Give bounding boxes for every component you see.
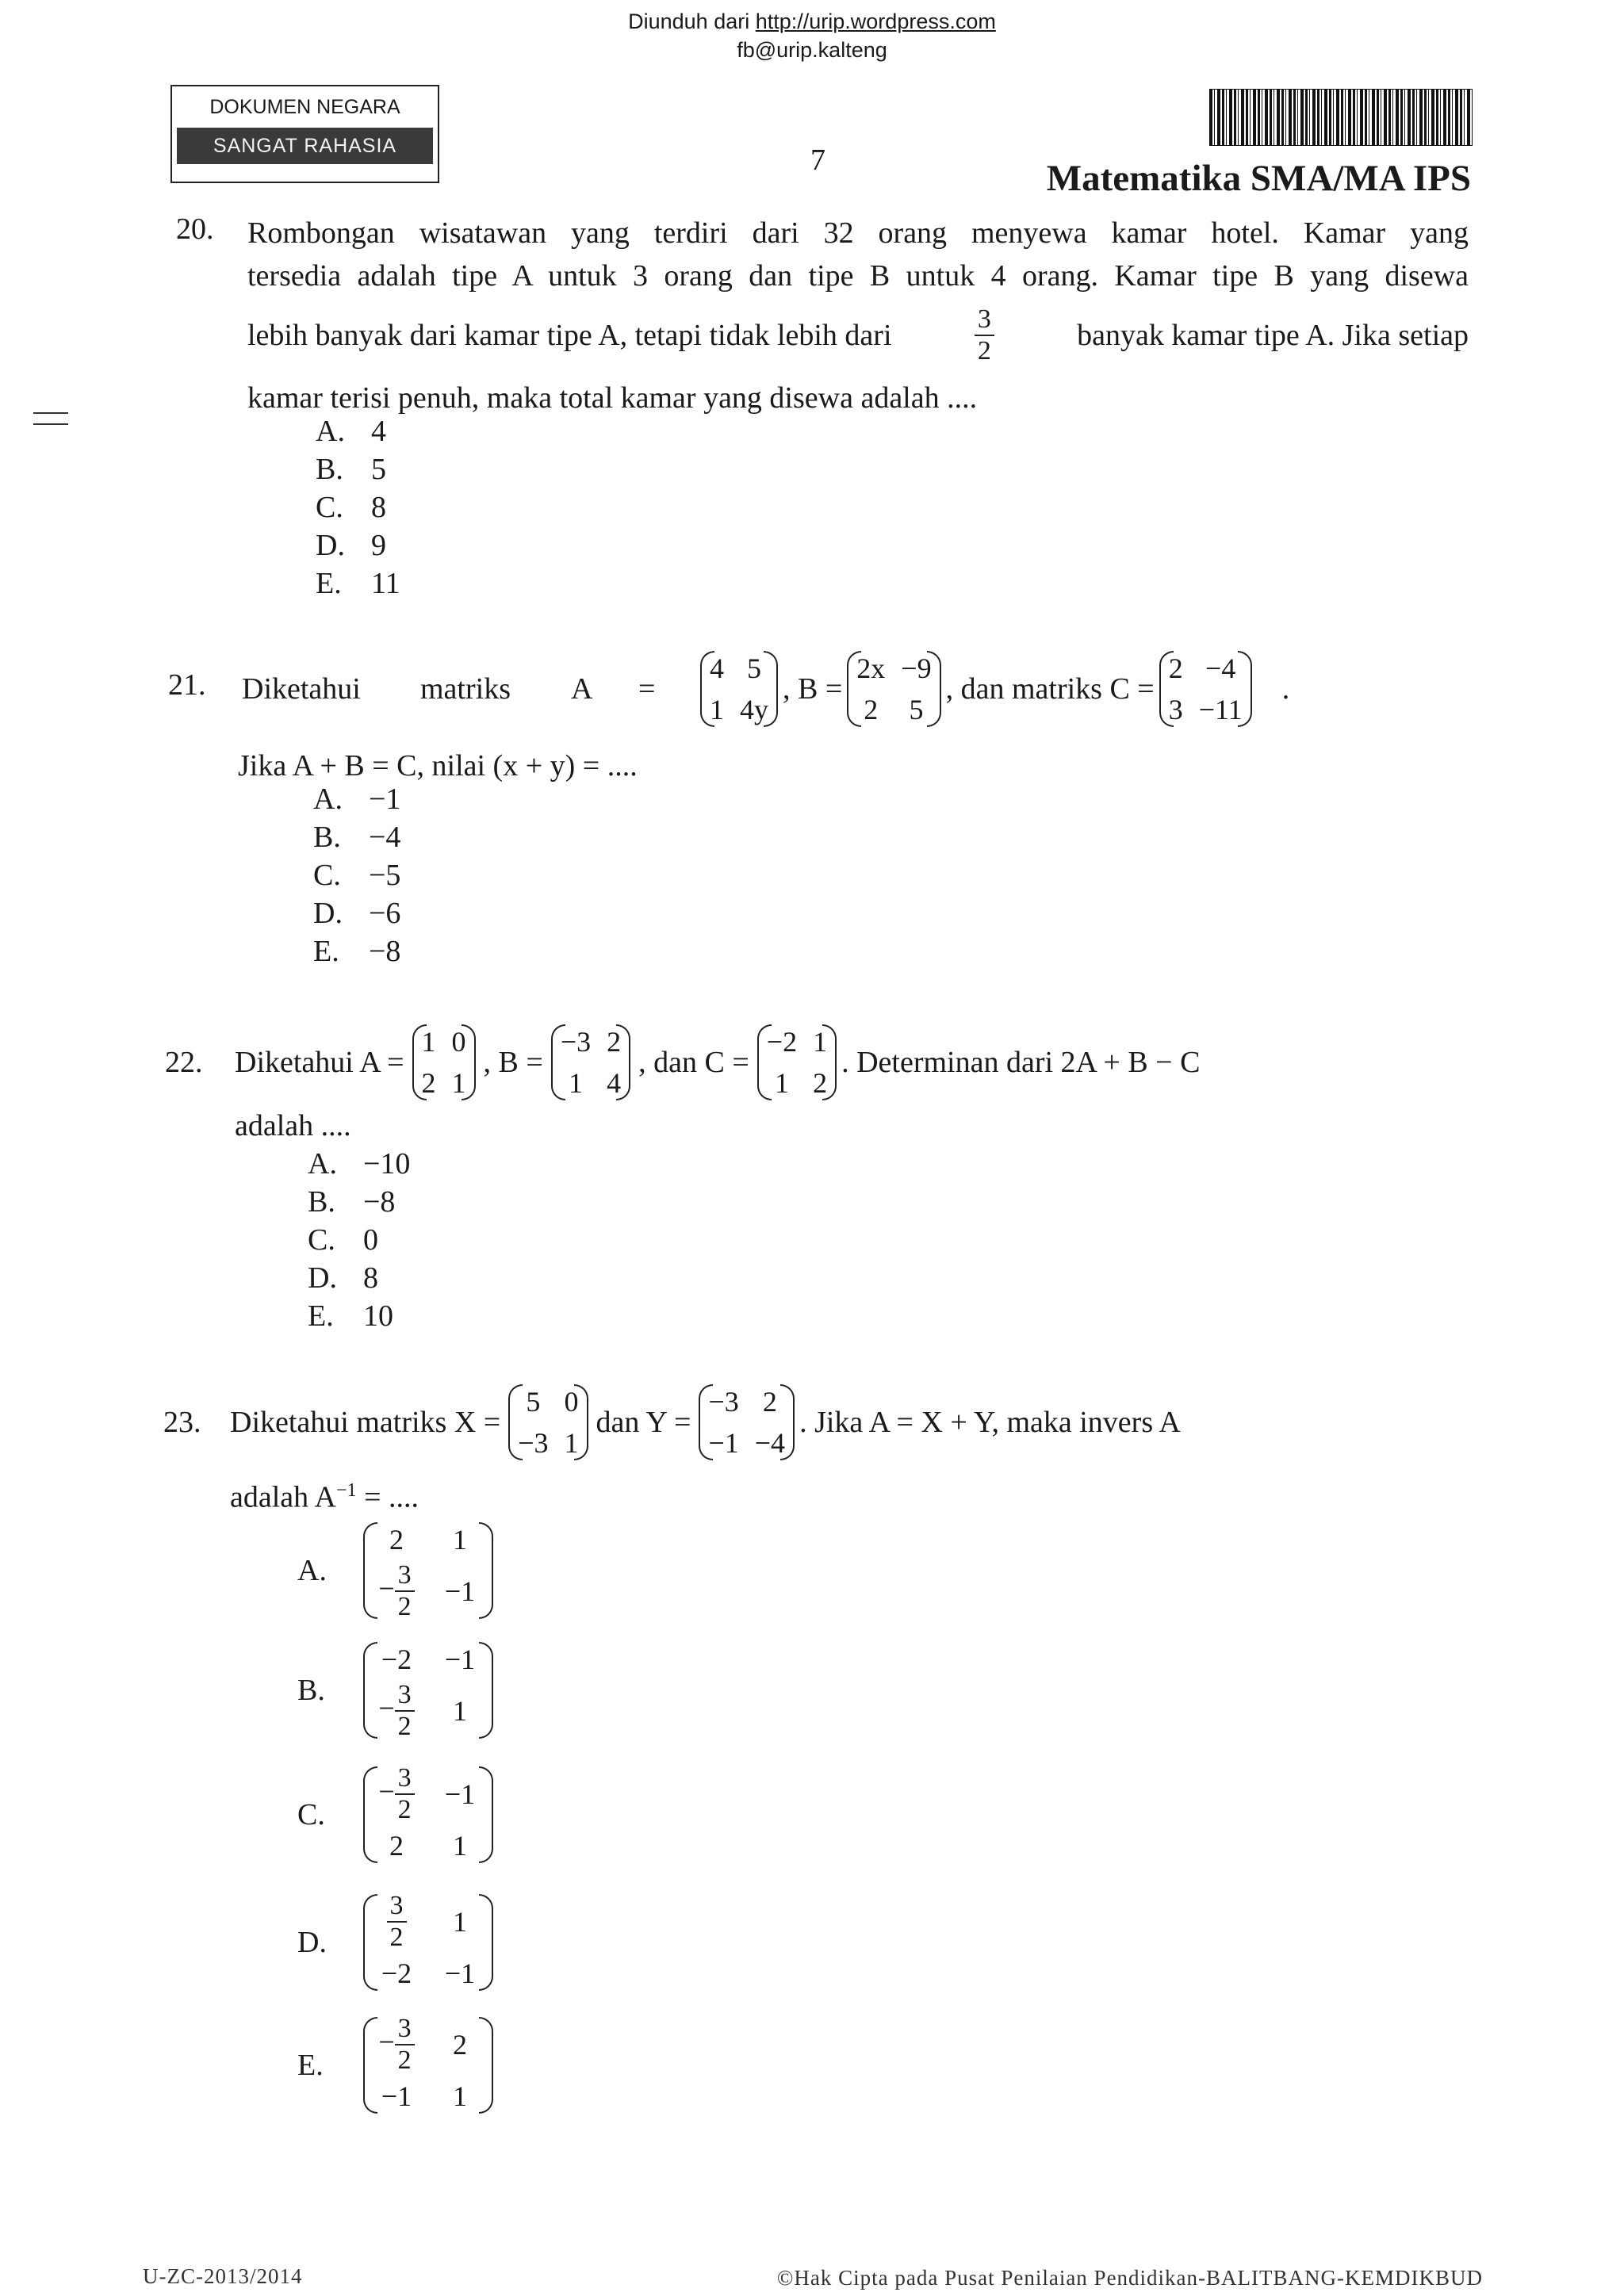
page-number: 7: [810, 144, 825, 177]
question-text: kamar terisi penuh, maka total kamar yang disewa adalah ....: [247, 381, 978, 415]
matrix-cell: − $\frac{3}{2}$: [365, 1560, 428, 1622]
matrix-cell: − $\frac{3}{2}$: [365, 1680, 428, 1742]
question-text: Jika A + B = C, nilai (x + y) = ....: [238, 749, 638, 783]
matrix-cell: 2: [453, 2029, 467, 2061]
answer-matrix: [365, 1519, 492, 1622]
question-text: , dan C =: [638, 1046, 749, 1079]
matrix-x: 5 0 −3 1: [510, 1381, 586, 1464]
secret-label: SANGAT RAHASIA: [177, 128, 433, 164]
question-text: Diketahui matriks X =: [230, 1406, 501, 1439]
question-text: . Jika A = X + Y, maka invers A: [799, 1406, 1181, 1439]
answer-matrix: [365, 1763, 492, 1866]
matrix-cell: −1: [444, 1778, 476, 1810]
option-item[interactable]: [297, 2006, 492, 2125]
matrix-cell: 1: [453, 1906, 467, 1938]
option-item[interactable]: A. −1: [313, 783, 401, 816]
question-text: Rombongan wisatawan yang terdiri dari 32 orang menyewa kamar hotel. Kamar yang: [247, 216, 1469, 250]
matrix-c: 2 −4 3 −11: [1161, 648, 1251, 730]
matrix-cell: 1: [453, 1830, 467, 1862]
answer-matrix: [365, 1639, 492, 1742]
margin-mark: [33, 412, 68, 425]
option-label: A.: [297, 1554, 327, 1587]
matrix-cell: −1: [444, 1575, 476, 1607]
option-item[interactable]: C. 0: [308, 1223, 378, 1257]
option-item[interactable]: B. −8: [308, 1185, 396, 1219]
option-item[interactable]: B. −4: [313, 821, 401, 854]
answer-matrix: [365, 1891, 492, 1994]
option-label: D.: [297, 1926, 327, 1959]
matrix-cell: 1: [453, 1524, 467, 1556]
matrix-cell: −1: [444, 1644, 476, 1675]
question-text: adalah $A^{-1}$ = ....: [230, 1480, 419, 1514]
question-number: 22.: [165, 1046, 203, 1079]
question-text-row: [247, 304, 1469, 366]
question-text: matriks: [420, 672, 511, 706]
question-text: Diketahui: [242, 672, 361, 706]
matrix-cell: 1: [453, 2080, 467, 2112]
option-item[interactable]: D. 8: [308, 1261, 378, 1295]
question-text: lebih banyak dari kamar tipe A, tetapi tidak lebih dari: [247, 319, 892, 352]
option-item[interactable]: D. 9: [316, 529, 386, 562]
option-item[interactable]: B. 5: [316, 453, 386, 486]
question-text-row: Diketahui matriks A = 4 5 1 4y , B = 2x −9 2 5 , dan matriks C = 2 −4 3 −11 .: [242, 645, 1289, 733]
options-list: [316, 412, 400, 603]
option-item[interactable]: [297, 1630, 492, 1751]
footer-copyright: ©Hak Cipta pada Pusat Penilaian Pendidikan-BALITBANG-KEMDIKBUD: [776, 2266, 1483, 2290]
matrix-cell: − $\frac{3}{2}$: [365, 2014, 428, 2076]
question-text: , B =: [783, 672, 843, 706]
matrix-cell: −2: [381, 1957, 412, 1989]
matrix-cell: 2: [389, 1830, 404, 1862]
matrix-a: 4 5 1 4y: [702, 648, 776, 730]
matrix-cell: 2: [389, 1524, 404, 1556]
options-list: [308, 1145, 410, 1335]
question-number: 23.: [163, 1406, 201, 1439]
answer-matrix: [365, 2014, 492, 2117]
option-item[interactable]: E. 10: [308, 1299, 393, 1333]
matrix-c: −2 1 1 2: [759, 1021, 835, 1104]
matrix-cell: 1: [453, 1695, 467, 1727]
option-item[interactable]: A. −10: [308, 1147, 411, 1181]
option-item[interactable]: C. 8: [316, 491, 386, 524]
matrix-cell: − $\frac{3}{2}$: [365, 1763, 428, 1825]
question-text: A: [571, 672, 593, 706]
option-item[interactable]: E. 11: [316, 567, 400, 600]
option-item[interactable]: E. −8: [313, 935, 401, 968]
option-label: E.: [297, 2049, 324, 2082]
option-item[interactable]: C. −5: [313, 859, 401, 892]
question-text: dan Y =: [596, 1406, 691, 1439]
question-text: , dan matriks C =: [945, 672, 1155, 706]
matrix-cell: $\frac{3}{2}$: [365, 1891, 428, 1953]
option-item[interactable]: [297, 1511, 492, 1630]
subject-title: Matematika SMA/MA IPS: [1046, 158, 1471, 199]
matrix-cell: −2: [381, 1644, 412, 1675]
equals-sign: =: [638, 672, 656, 706]
option-item[interactable]: [297, 1879, 492, 2006]
barcode: [1209, 89, 1473, 146]
matrix-a: 1 0 2 1: [414, 1021, 474, 1104]
option-item[interactable]: [297, 1751, 492, 1879]
matrix-cell: −1: [444, 1957, 476, 1989]
footer-code: U-ZC-2013/2014: [143, 2264, 303, 2288]
option-item[interactable]: D. −6: [313, 897, 401, 930]
question-text: tersedia adalah tipe A untuk 3 orang dan tipe B untuk 4 orang. Kamar tipe B yang disewa: [247, 259, 1469, 293]
option-item[interactable]: A. 4: [316, 415, 386, 448]
doc-label: DOKUMEN NEGARA: [209, 96, 400, 118]
download-link[interactable]: http://urip.wordpress.com: [755, 10, 996, 33]
question-text: banyak kamar tipe A. Jika setiap: [1077, 319, 1469, 352]
question-text: , B =: [483, 1046, 543, 1079]
option-label: B.: [297, 1674, 325, 1707]
matrix-cell: −1: [381, 2080, 412, 2112]
question-text-row: [235, 1015, 1200, 1110]
question-number: 21.: [168, 668, 206, 702]
doc-classification-box: [170, 85, 439, 183]
matrix-y: −3 2 −1 −4: [700, 1381, 793, 1464]
fraction: $\frac{3}{2}$: [975, 304, 994, 366]
fb-contact: fb@urip.kalteng: [737, 38, 887, 62]
question-text-row: [230, 1375, 1181, 1470]
matrix-b: 2x −9 2 5: [848, 648, 939, 730]
question-text: Diketahui A =: [235, 1046, 404, 1079]
option-label: C.: [297, 1798, 325, 1831]
question-text: . Determinan dari 2A + B − C: [841, 1046, 1201, 1079]
matrix-b: −3 2 1 4: [553, 1021, 629, 1104]
question-number: 20.: [176, 212, 214, 246]
options-list: [313, 780, 400, 970]
download-source: Diunduh dari http://urip.wordpress.com: [628, 10, 996, 33]
question-text: adalah ....: [235, 1109, 351, 1142]
